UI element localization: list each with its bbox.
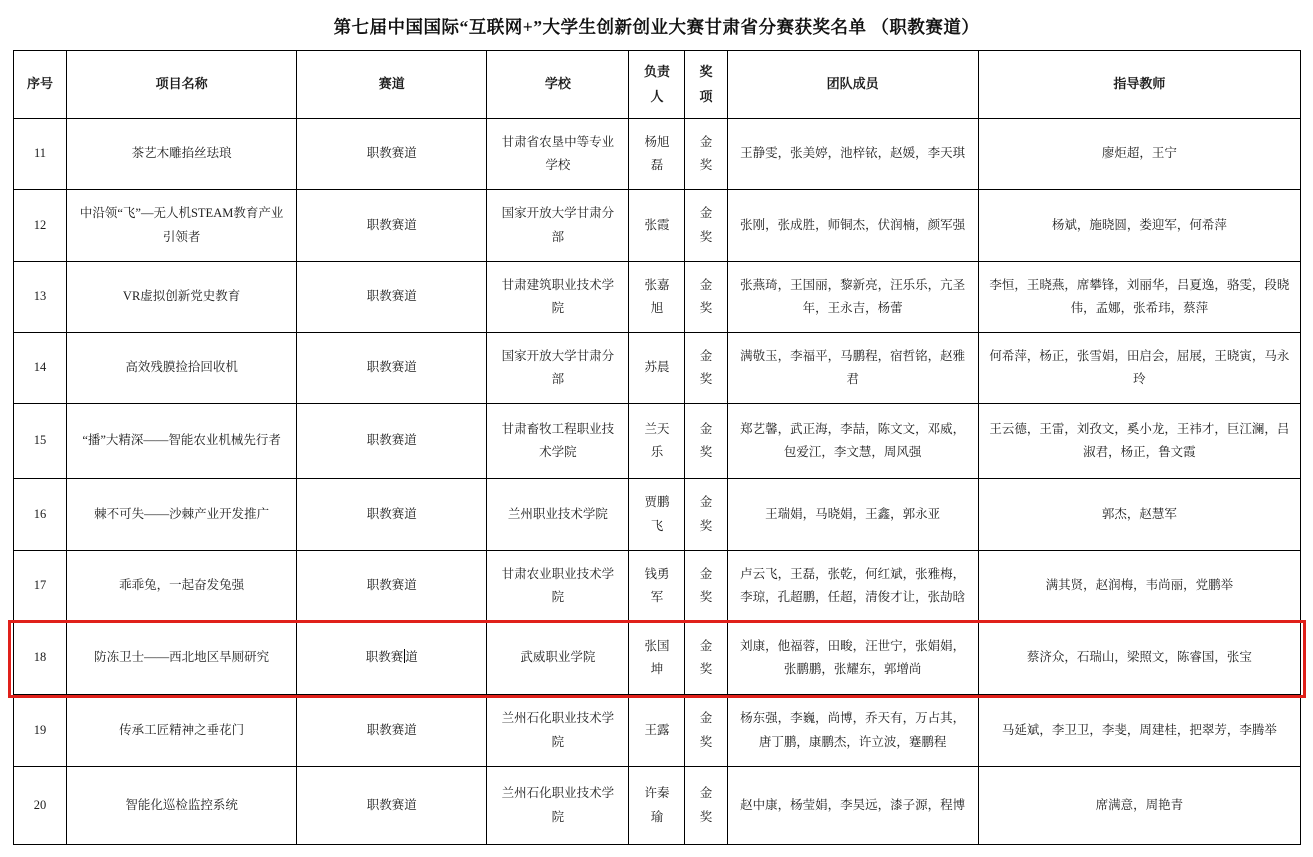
cell-leader[interactable]: 杨旭磊 xyxy=(629,119,685,190)
cell-project[interactable]: 乖乖兔，一起奋发兔强 xyxy=(67,551,297,622)
cell-school[interactable]: 国家开放大学甘肃分部 xyxy=(487,190,629,262)
cell-award[interactable]: 金奖 xyxy=(685,404,727,479)
cell-advisors[interactable]: 马延斌，李卫卫，李斐，周建桂，把翠芳，李腾举 xyxy=(978,695,1300,767)
column-header-project: 项目名称 xyxy=(67,51,297,119)
cell-project[interactable]: 茶艺木雕掐丝珐琅 xyxy=(67,119,297,190)
cell-members[interactable]: 王瑞娟，马晓娟，王鑫，郭永亚 xyxy=(727,479,978,551)
cell-members[interactable]: 郑艺馨，武正海，李喆，陈文文，邓威，包爱江，李文慧，周风强 xyxy=(727,404,978,479)
cell-seq[interactable]: 18 xyxy=(14,622,67,695)
cell-seq[interactable]: 16 xyxy=(14,479,67,551)
cell-advisors[interactable]: 席满意，周艳青 xyxy=(978,767,1300,845)
text-cursor xyxy=(404,649,405,663)
cell-advisors[interactable]: 郭杰，赵慧军 xyxy=(978,479,1300,551)
cell-seq[interactable]: 15 xyxy=(14,404,67,479)
cell-seq[interactable]: 14 xyxy=(14,333,67,404)
cell-track[interactable]: 职教赛道 xyxy=(297,262,487,333)
cell-school[interactable]: 武威职业学院 xyxy=(487,622,629,695)
cell-seq[interactable]: 19 xyxy=(14,695,67,767)
cell-school[interactable]: 国家开放大学甘肃分部 xyxy=(487,333,629,404)
cell-track[interactable]: 职教赛道 xyxy=(297,551,487,622)
table-row xyxy=(14,333,1301,404)
cell-project[interactable]: 中沿领“飞”—无人机STEAM教育产业引领者 xyxy=(67,190,297,262)
cell-advisors[interactable]: 杨斌，施晓圆，娄迎军，何希萍 xyxy=(978,190,1300,262)
cell-seq[interactable]: 20 xyxy=(14,767,67,845)
cell-seq[interactable]: 17 xyxy=(14,551,67,622)
cell-award[interactable]: 金奖 xyxy=(685,695,727,767)
cell-project[interactable]: VR虚拟创新党史教育 xyxy=(67,262,297,333)
column-header-award: 奖项 xyxy=(685,51,727,119)
cell-award[interactable]: 金奖 xyxy=(685,622,727,695)
cell-members[interactable]: 满敬玉，李福平，马鹏程，宿哲铭，赵雅君 xyxy=(727,333,978,404)
cell-advisors[interactable]: 王云德，王雷，刘孜文，奚小龙，王祎才，巨江澜，吕淑君，杨正，鲁文霞 xyxy=(978,404,1300,479)
cell-school[interactable]: 甘肃省农垦中等专业学校 xyxy=(487,119,629,190)
cell-award[interactable]: 金奖 xyxy=(685,551,727,622)
cell-project[interactable]: 防冻卫士——西北地区旱厕研究 xyxy=(67,622,297,695)
cell-members[interactable]: 赵中康，杨莹娟，李昊远，漆子源，程博 xyxy=(727,767,978,845)
cell-school[interactable]: 甘肃建筑职业技术学院 xyxy=(487,262,629,333)
cell-track[interactable]: 职教赛道 xyxy=(297,695,487,767)
cell-award[interactable]: 金奖 xyxy=(685,119,727,190)
cell-leader[interactable]: 兰天乐 xyxy=(629,404,685,479)
cell-advisors[interactable]: 蔡济众，石瑞山，梁照文，陈睿国，张宝 xyxy=(978,622,1300,695)
column-header-seq: 序号 xyxy=(14,51,67,119)
cell-seq[interactable]: 11 xyxy=(14,119,67,190)
table-row xyxy=(14,622,1301,695)
cell-award[interactable]: 金奖 xyxy=(685,767,727,845)
cell-advisors[interactable]: 满其贤，赵润梅，韦尚丽，党鹏举 xyxy=(978,551,1300,622)
cell-track[interactable]: 职教赛道 xyxy=(297,479,487,551)
cell-members[interactable]: 张燕琦，王国丽，黎新亮，汪乐乐，亢圣年，王永吉，杨蕾 xyxy=(727,262,978,333)
cell-leader[interactable]: 贾鹏飞 xyxy=(629,479,685,551)
cell-members[interactable]: 王静雯，张美婷，池梓铱，赵媛，李天琪 xyxy=(727,119,978,190)
cell-members[interactable]: 卢云飞，王磊，张乾，何红斌，张雅梅，李琼，孔超鹏，任超，清俊才让，张劼晗 xyxy=(727,551,978,622)
cell-school[interactable]: 甘肃农业职业技术学院 xyxy=(487,551,629,622)
cell-leader[interactable]: 张霞 xyxy=(629,190,685,262)
cell-track[interactable]: 职教赛道 xyxy=(297,190,487,262)
table-row xyxy=(14,190,1301,262)
table-row xyxy=(14,119,1301,190)
cell-award[interactable]: 金奖 xyxy=(685,262,727,333)
awards-table xyxy=(13,50,1301,845)
cell-project[interactable]: 高效残膜捡拾回收机 xyxy=(67,333,297,404)
cell-track[interactable]: 职教赛 道 xyxy=(297,622,487,695)
column-header-track: 赛道 xyxy=(297,51,487,119)
cell-track[interactable]: 职教赛道 xyxy=(297,333,487,404)
cell-track[interactable]: 职教赛道 xyxy=(297,767,487,845)
cell-school[interactable]: 兰州石化职业技术学院 xyxy=(487,695,629,767)
cell-members[interactable]: 杨东强，李巍，尚博，乔天有，万占其，唐丁鹏，康鹏杰，许立波，蹇鹏程 xyxy=(727,695,978,767)
cell-track[interactable]: 职教赛道 xyxy=(297,119,487,190)
cell-project[interactable]: 智能化巡检监控系统 xyxy=(67,767,297,845)
column-header-leader: 负责人 xyxy=(629,51,685,119)
cell-leader[interactable]: 王露 xyxy=(629,695,685,767)
header-row xyxy=(14,51,1301,119)
table-row xyxy=(14,262,1301,333)
cell-award[interactable]: 金奖 xyxy=(685,333,727,404)
column-header-school: 学校 xyxy=(487,51,629,119)
cell-award[interactable]: 金奖 xyxy=(685,190,727,262)
cell-school[interactable]: 甘肃畜牧工程职业技术学院 xyxy=(487,404,629,479)
cell-leader[interactable]: 许秦瑜 xyxy=(629,767,685,845)
table-row xyxy=(14,695,1301,767)
column-header-advisors: 指导教师 xyxy=(978,51,1300,119)
cell-project[interactable]: 传承工匠精神之垂花门 xyxy=(67,695,297,767)
table-row xyxy=(14,551,1301,622)
cell-seq[interactable]: 12 xyxy=(14,190,67,262)
page-title: 第七届中国国际“互联网+”大学生创新创业大赛甘肃省分赛获奖名单 （职教赛道） xyxy=(333,17,980,37)
cell-award[interactable]: 金奖 xyxy=(685,479,727,551)
column-header-members: 团队成员 xyxy=(727,51,978,119)
cell-advisors[interactable]: 何希萍，杨正，张雪娟，田启会，屈展，王晓寅，马永玲 xyxy=(978,333,1300,404)
cell-advisors[interactable]: 李恒，王晓燕，席攀锋，刘丽华，吕夏逸，骆雯，段晓伟，孟娜，张希玮，蔡萍 xyxy=(978,262,1300,333)
table-row xyxy=(14,479,1301,551)
cell-track[interactable]: 职教赛道 xyxy=(297,404,487,479)
cell-leader[interactable]: 张国坤 xyxy=(629,622,685,695)
cell-leader[interactable]: 苏晨 xyxy=(629,333,685,404)
cell-project[interactable]: “播”大精深——智能农业机械先行者 xyxy=(67,404,297,479)
cell-advisors[interactable]: 廖炬超，王宁 xyxy=(978,119,1300,190)
table-body xyxy=(14,119,1301,845)
cell-members[interactable]: 刘康，他福蓉，田畯，汪世宁，张娟娟，张鹏鹏，张耀东，郭增尚 xyxy=(727,622,978,695)
cell-seq[interactable]: 13 xyxy=(14,262,67,333)
cell-leader[interactable]: 钱勇军 xyxy=(629,551,685,622)
table-row xyxy=(14,404,1301,479)
table-row xyxy=(14,767,1301,845)
cell-school[interactable]: 兰州石化职业技术学院 xyxy=(487,767,629,845)
cell-school[interactable]: 兰州职业技术学院 xyxy=(487,479,629,551)
cell-project[interactable]: 棘不可失——沙棘产业开发推广 xyxy=(67,479,297,551)
cell-members[interactable]: 张刚，张成胜，师铜杰，伏润楠，颜军强 xyxy=(727,190,978,262)
cell-leader[interactable]: 张嘉旭 xyxy=(629,262,685,333)
